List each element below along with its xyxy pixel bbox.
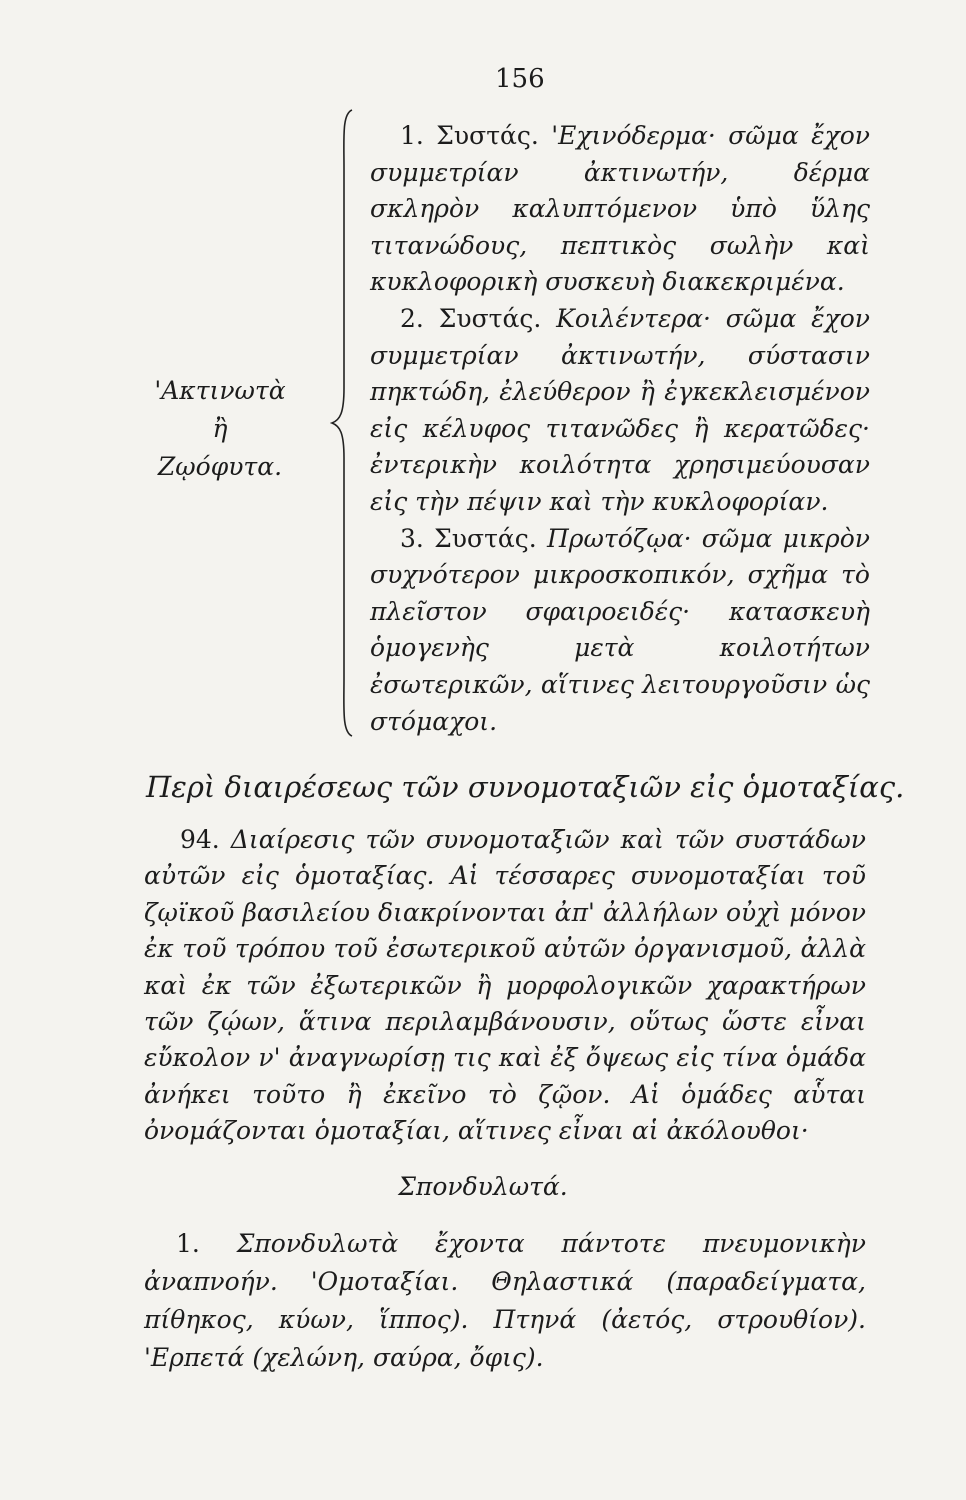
definition-item <box>370 521 870 741</box>
margin-note-line: ἢ <box>212 414 228 443</box>
paragraph <box>144 1225 866 1377</box>
definitions-block <box>370 118 870 740</box>
group-number: 1. <box>176 1229 200 1258</box>
curly-brace <box>330 108 360 738</box>
paragraph-94 <box>144 822 866 1150</box>
paragraph-text: Διαίρεσις τῶν συνομοταξιῶν καὶ τῶν συστάδων αὐτῶν εἰς ὁμοταξίας. Αἱ τέσσαρες συνομοταξίαι τοῦ ζῳϊκοῦ βασιλείου διακρίνονται ἀπ' ἀλλήλων οὐχὶ μόνον ἐκ τοῦ τρόπου τοῦ ἐσωτερικοῦ αὐτῶν ὀργανισμοῦ, ἀλλὰ καὶ ἐκ τῶν ἐξωτερικῶν ἢ μορφολογικῶν χαρακτήρων τῶν ζῴων, ἅτινα περιλαμβάνουσιν, οὕτως ὥστε εἶναι εὔκολον ν' ἀναγνωρίσῃ τις καὶ ἐξ ὄψεως εἰς τίνα ὁμάδα ἀνήκει τοῦτο ἢ ἐκεῖνο τὸ ζῷον. Αἱ ὁμάδες αὗται ὀνομάζονται ὁμοταξίαι, αἵτινες εἶναι αἱ ἀκόλουθοι· <box>144 825 866 1146</box>
group-1 <box>144 1225 866 1377</box>
definition-number: 3. <box>400 523 424 553</box>
margin-note-line: 'Ακτινωτὰ <box>154 376 286 405</box>
section-heading: Περὶ διαιρέσεως τῶν συνομοταξιῶν εἰς ὁμοταξίας. <box>146 770 905 804</box>
definition-number: 1. <box>400 121 424 150</box>
group-text: Σπονδυλωτὰ ἔχοντα πάντοτε πνευμονικὴν ἀναπνοήν. 'Ομοταξίαι. Θηλαστικά (παραδείγματα, πίθηκος, κύων, ἵππος). Πτηνά (ἀετός, στρουθίον). 'Ερπετά (χελώνη, σαύρα, ὄφις). <box>144 1229 866 1372</box>
subheading: Σπονδυλωτά. <box>398 1172 568 1201</box>
definition-number: 2. <box>400 303 424 333</box>
definition-label: Συστάς. <box>434 523 537 553</box>
margin-note-line: Ζῳόφυτα. <box>157 452 283 481</box>
definition-text: 'Εχινόδερμα· σῶμα ἔχον συμμετρίαν ἀκτινωτήν, δέρμα σκληρὸν καλυπτόμενον ὑπὸ ὕλης τιτανώδους, πεπτικὸς σωλὴν καὶ κυκλοφορικὴ συσκευὴ διακεκριμένα. <box>370 121 870 297</box>
definition-text: Πρωτόζῳα· σῶμα μικρὸν συχνότερον μικροσκοπικόν, σχῆμα τὸ πλεῖστον σφαιροειδές· κατασκευὴ ὁμογενὴς μετὰ κοιλοτήτων ἐσωτερικῶν, αἵτινες λειτουργοῦσιν ὡς στόμαχοι. <box>370 523 871 736</box>
definition-item <box>370 118 870 301</box>
definition-label: Συστάς. <box>438 303 542 333</box>
definition-item <box>370 301 870 521</box>
definition-text: Κοιλέντερα· σῶμα ἔχον συμμετρίαν ἀκτινωτήν, σύστασιν πηκτώδη, ἐλεύθερον ἢ ἐγκεκλεισμένον εἰς κέλυφος τιτανῶδες ἢ κερατῶδες· ἐντερικὴν κοιλότητα χρησιμεύουσαν εἰς τὴν πέψιν καὶ τὴν κυκλοφορίαν. <box>370 303 870 516</box>
page-number: 156 <box>495 64 545 94</box>
paragraph <box>144 822 866 1150</box>
definition-label: Συστάς. <box>436 121 539 150</box>
margin-note <box>140 372 300 486</box>
paragraph-number: 94. <box>180 825 220 854</box>
